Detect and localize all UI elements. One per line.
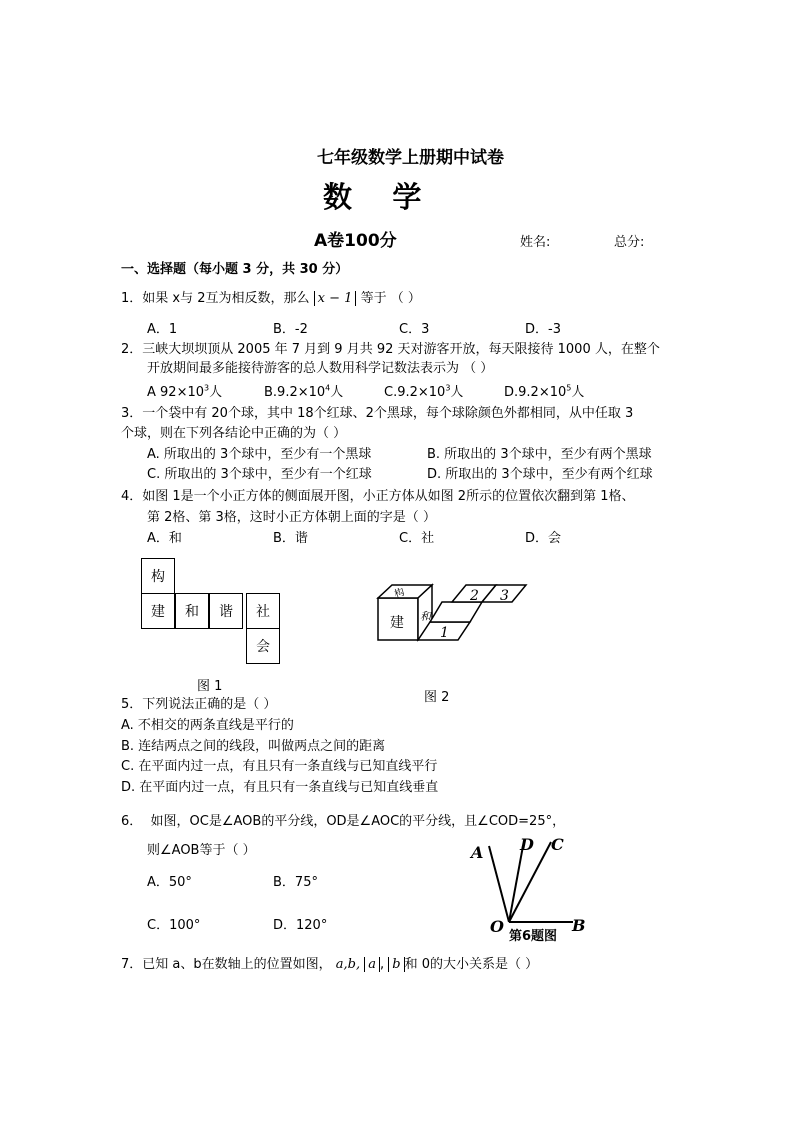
- q7-abs-b: b: [388, 957, 404, 972]
- q5-option-a: A. 不相交的两条直线是平行的: [121, 718, 294, 733]
- grid-label-2: 2: [470, 588, 479, 604]
- q3-option-a: A. 所取出的 3个球中，至少有一个黑球: [147, 447, 372, 462]
- q2-option-d: $D.9.2\times 10^5$人: [504, 383, 585, 400]
- q7-stem: [121, 953, 538, 972]
- q3-line1: 3．一个袋中有 20个球，其中 18个红球、2个黑球，每个球除颜色外都相同，从中任取 3: [121, 406, 634, 421]
- q6-stem: 6． 如图，OC是∠AOB的平分线，OD是∠AOC的平分线，且∠COD=25°，: [121, 814, 566, 829]
- q2-option-c: $C.9.2\times 10^3$人: [384, 383, 464, 400]
- net-cell-gou: 构: [141, 558, 175, 594]
- cube-side-face: 和: [420, 610, 431, 623]
- q3-line2: 个球，则在下列各结论中正确的为（ ）: [121, 426, 347, 441]
- q1-option-a: A．1: [147, 322, 178, 337]
- q1-option-d: D．-3: [525, 322, 561, 337]
- q5-option-b: B. 连结两点之间的线段，叫做两点之间的距离: [121, 739, 386, 754]
- q6-option-c: C．100°: [147, 918, 201, 933]
- net-cell-he: 和: [175, 593, 209, 629]
- q4-option-b: B．谐: [273, 531, 308, 546]
- q7-abs-a: a: [364, 957, 380, 972]
- label-B: B: [572, 916, 586, 935]
- q6-option-a: A．50°: [147, 875, 192, 890]
- q6-option-d: D．120°: [273, 918, 328, 933]
- figure-6-angles: [465, 832, 595, 947]
- q5-option-d: D. 在平面内过一点，有且只有一条直线与已知直线垂直: [121, 780, 439, 795]
- cube-front-face: 建: [390, 615, 404, 631]
- q4-line1: 4．如图 1是一个小正方体的侧面展开图，小正方体从如图 2所示的位置依次翻到第 1格、: [121, 489, 635, 504]
- figure-6-caption: 第6题图: [509, 929, 558, 944]
- q3-option-d: D. 所取出的 3个球中，至少有两个红球: [427, 467, 653, 482]
- name-field-label: 姓名:: [520, 235, 551, 250]
- q1-abs-expr: x − 1: [314, 291, 357, 306]
- q5-stem: 5．下列说法正确的是（ ）: [121, 697, 277, 712]
- paper-label: A卷100分: [314, 231, 397, 251]
- figure-2-cube-path: [370, 580, 530, 645]
- q4-option-a: A．和: [147, 531, 182, 546]
- q1-stem-b: 等于 （ ）: [360, 291, 421, 306]
- net-cell-hui: 会: [246, 628, 280, 664]
- q6-option-b: B．75°: [273, 875, 318, 890]
- q3-option-b: B. 所取出的 3个球中，至少有两个黑球: [427, 447, 652, 462]
- q7-stem-a: 7．已知 a、b在数轴上的位置如图，: [121, 957, 332, 972]
- q4-option-d: D．会: [525, 531, 562, 546]
- q5-option-c: C. 在平面内过一点，有且只有一条直线与已知直线平行: [121, 759, 438, 774]
- cube-top-face: 构: [392, 586, 407, 601]
- q2-option-a: A $92\times 10^3$人: [147, 383, 223, 400]
- q3-option-c: C. 所取出的 3个球中，至少有一个红球: [147, 467, 372, 482]
- q7-stem-b: 和 0的大小关系是（ ）: [404, 957, 539, 972]
- q2-line1: 2．三峡大坝坝顶从 2005 年 7 月到 9 月共 92 天对游客开放，每天限接待 1000 人，在整个: [121, 342, 660, 357]
- net-cell-xie: 谐: [209, 593, 243, 629]
- net-cell-jian: 建: [141, 593, 175, 629]
- grid-label-1: 1: [440, 625, 449, 641]
- label-C: C: [551, 835, 564, 854]
- q1-stem: [121, 287, 421, 306]
- subject-heading: 数 学: [323, 180, 422, 214]
- exam-title: 七年级数学上册期中试卷: [317, 148, 504, 168]
- q7-vars: a,b,: [335, 957, 361, 972]
- net-cell-she: 社: [246, 593, 280, 629]
- label-A: A: [471, 843, 484, 862]
- figure-1-caption: 图 1: [197, 679, 223, 694]
- score-field-label: 总分:: [614, 235, 645, 250]
- q2-line2: 开放期间最多能接待游客的总人数用科学记数法表示为 （ ）: [147, 361, 494, 376]
- q6-line2: 则∠AOB等于（ ）: [147, 843, 256, 858]
- q7-comma: ,: [380, 957, 385, 972]
- q1-option-b: B．-2: [273, 322, 308, 337]
- q4-option-c: C．社: [399, 531, 435, 546]
- grid-label-3: 3: [500, 588, 509, 604]
- q1-option-c: C．3: [399, 322, 430, 337]
- q4-line2: 第 2格、第 3格，这时小正方体朝上面的字是（ ）: [147, 510, 436, 525]
- label-D: D: [520, 835, 534, 854]
- q2-option-b: $B.9.2\times 10^4$人: [264, 383, 344, 400]
- section-heading: 一、选择题（每小题 3 分，共 30 分）: [121, 262, 349, 277]
- figure-2-caption: 图 2: [424, 690, 450, 705]
- label-O: O: [490, 917, 504, 936]
- q1-stem-a: 1．如果 x与 2互为相反数，那么: [121, 291, 310, 306]
